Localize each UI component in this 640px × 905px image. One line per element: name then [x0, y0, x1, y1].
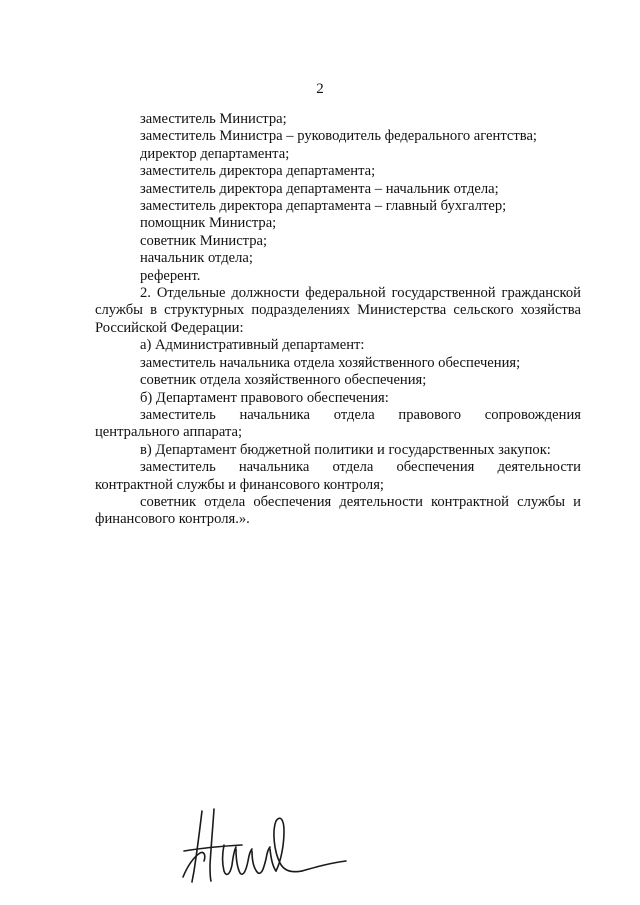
page-number: 2 [316, 81, 324, 97]
section-2-paragraph: 2. Отдельные должности федеральной государственной гражданской службы в структурных подразделениях Министерства сельского хозяйства Российской Федерации: [95, 285, 581, 336]
department-heading-b: б) Департамент правового обеспечения: [140, 389, 389, 406]
position-item: начальник отдела; [140, 250, 253, 267]
position-item: советник отдела обеспечения деятельности контрактной службы и финансового контроля.». [95, 493, 581, 528]
position-item: заместитель начальника отдела обеспечения деятельности контрактной службы и финансового контроля; [95, 459, 581, 493]
position-item: заместитель начальника отдела хозяйственного обеспечения; [140, 354, 521, 371]
position-item: директор департамента; [140, 145, 290, 162]
position-item: заместитель директора департамента – главный бухгалтер; [140, 198, 507, 215]
position-item: заместитель Министра; [140, 111, 287, 127]
position-item: советник отдела хозяйственного обеспечения; [140, 372, 427, 389]
position-item: заместитель директора департамента; [140, 163, 376, 180]
department-heading-a: а) Административный департамент: [140, 337, 365, 354]
document-body [95, 111, 581, 529]
position-item: советник Министра; [140, 232, 268, 249]
position-item: помощник Министра; [140, 215, 277, 232]
position-item: заместитель директора департамента – начальник отдела; [140, 180, 499, 197]
position-item: заместитель начальника отдела правового сопровождения центрального аппарата; [95, 406, 581, 441]
position-item: заместитель Министра – руководитель федерального агентства; [140, 128, 537, 145]
position-item: референт. [140, 267, 201, 284]
handwritten-signature [180, 805, 350, 885]
department-heading-v: в) Департамент бюджетной политики и государственных закупок: [140, 441, 551, 458]
